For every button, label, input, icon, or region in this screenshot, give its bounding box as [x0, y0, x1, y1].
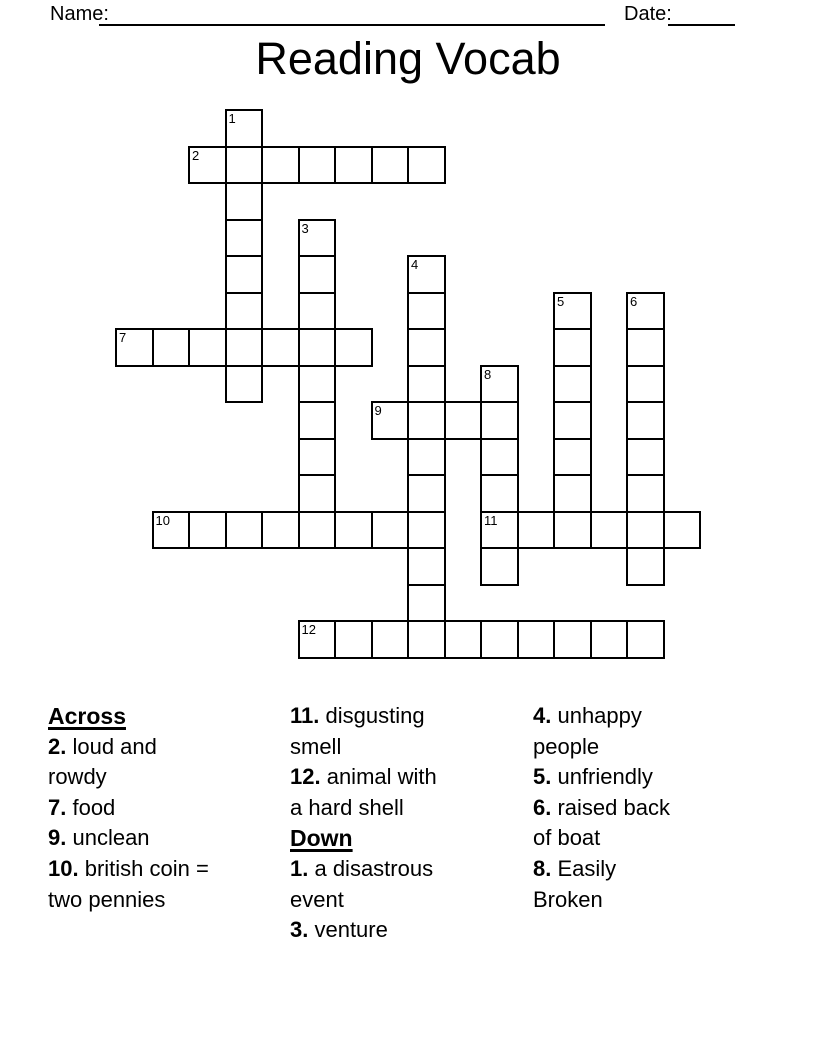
grid-cell-r7c12[interactable]: [553, 365, 592, 404]
grid-cell-r11c15[interactable]: [663, 511, 702, 550]
grid-cell-r14c9[interactable]: [444, 620, 483, 659]
grid-cell-r14c6[interactable]: [334, 620, 373, 659]
grid-cell-r11c13[interactable]: [590, 511, 629, 550]
clue-number-3: 3.: [290, 917, 309, 943]
grid-cell-r7c10[interactable]: [480, 365, 519, 404]
grid-cell-r7c8[interactable]: [407, 365, 446, 404]
clue-number-4: 4.: [533, 703, 552, 728]
clue-across-7: 7. food: [48, 794, 116, 820]
grid-cell-r4c3[interactable]: [225, 255, 264, 294]
cell-number-10: 10: [155, 512, 170, 528]
clue-down-1-line2: event: [290, 886, 344, 912]
grid-cell-r14c8[interactable]: [407, 620, 446, 659]
clue-column-1: [48, 701, 286, 915]
clue-down-8-line2: Broken: [533, 886, 603, 912]
grid-cell-r11c10[interactable]: [480, 511, 519, 550]
clue-down-4: 4. unhappy: [533, 703, 642, 728]
grid-cell-r8c8[interactable]: [407, 401, 446, 440]
grid-cell-r7c5[interactable]: [298, 365, 337, 404]
grid-cell-r8c5[interactable]: [298, 401, 337, 440]
date-label: Date:: [624, 3, 672, 25]
grid-cell-r6c4[interactable]: [261, 328, 300, 367]
cell-number-7: 7: [119, 330, 127, 345]
grid-cell-r10c14[interactable]: [626, 474, 665, 513]
cell-number-2: 2: [192, 147, 200, 163]
clue-number-5: 5.: [533, 764, 552, 790]
grid-cell-r14c10[interactable]: [480, 620, 519, 659]
clue-across-12-line2: a hard shell: [290, 794, 404, 820]
grid-cell-r1c7[interactable]: [371, 146, 410, 185]
grid-cell-r1c4[interactable]: [261, 146, 300, 185]
grid-cell-r8c7[interactable]: [371, 401, 410, 440]
grid-cell-r4c5[interactable]: [298, 255, 337, 294]
clue-number-8: 8.: [533, 855, 552, 881]
clue-across-11: 11. disgusting: [290, 703, 425, 728]
grid-cell-r8c9[interactable]: [444, 401, 483, 440]
grid-cell-r6c3[interactable]: [225, 328, 264, 367]
grid-cell-r1c3[interactable]: [225, 146, 264, 185]
grid-cell-r6c0[interactable]: [115, 328, 154, 367]
grid-cell-r14c12[interactable]: [553, 620, 592, 659]
clue-down-4-line2: people: [533, 733, 600, 759]
clue-across-12: 12. animal with: [290, 764, 437, 790]
clue-number-1: 1.: [290, 855, 309, 881]
grid-cell-r6c6[interactable]: [334, 328, 373, 367]
grid-cell-r11c11[interactable]: [517, 511, 556, 550]
grid-cell-r6c2[interactable]: [188, 328, 227, 367]
name-label: Name:: [50, 3, 109, 25]
grid-cell-r10c5[interactable]: [298, 474, 337, 513]
grid-cell-r0c3[interactable]: [225, 109, 264, 148]
grid-cell-r9c12[interactable]: [553, 438, 592, 477]
grid-cell-r9c14[interactable]: [626, 438, 665, 477]
clue-number-10: 10.: [48, 855, 79, 881]
grid-cell-r11c4[interactable]: [261, 511, 300, 550]
grid-cell-r1c2[interactable]: [188, 146, 227, 185]
grid-cell-r14c11[interactable]: [517, 620, 556, 659]
clue-number-9: 9.: [48, 825, 67, 851]
grid-cell-r2c3[interactable]: [225, 182, 264, 221]
grid-cell-r11c1[interactable]: [152, 511, 191, 550]
name-blank-line[interactable]: [99, 24, 605, 26]
grid-cell-r5c5[interactable]: [298, 292, 337, 331]
clue-across-10: 10. british coin =: [48, 855, 209, 881]
grid-cell-r5c8[interactable]: [407, 292, 446, 331]
grid-cell-r6c14[interactable]: [626, 328, 665, 367]
grid-cell-r14c14[interactable]: [626, 620, 665, 659]
grid-cell-r6c8[interactable]: [407, 328, 446, 367]
grid-cell-r11c12[interactable]: [553, 511, 592, 550]
grid-cell-r7c14[interactable]: [626, 365, 665, 404]
grid-cell-r3c5[interactable]: [298, 219, 337, 258]
grid-cell-r5c3[interactable]: [225, 292, 264, 331]
cell-number-12: 12: [301, 622, 316, 637]
date-blank-line[interactable]: [668, 24, 735, 26]
grid-cell-r7c3[interactable]: [225, 365, 264, 404]
clue-down-5: 5. unfriendly: [533, 764, 653, 790]
grid-cell-r9c10[interactable]: [480, 438, 519, 477]
grid-cell-r1c5[interactable]: [298, 146, 337, 185]
clues-heading-across: Across: [48, 703, 126, 729]
grid-cell-r5c14[interactable]: [626, 292, 665, 331]
grid-cell-r11c8[interactable]: [407, 511, 446, 550]
grid-cell-r6c5[interactable]: [298, 328, 337, 367]
grid-cell-r6c1[interactable]: [152, 328, 191, 367]
grid-cell-r9c8[interactable]: [407, 438, 446, 477]
clue-down-1: 1. a disastrous: [290, 855, 434, 881]
grid-cell-r10c8[interactable]: [407, 474, 446, 513]
grid-cell-r8c14[interactable]: [626, 401, 665, 440]
clue-down-6: 6. raised back: [533, 794, 670, 820]
clue-number-7: 7.: [48, 794, 67, 820]
grid-cell-r8c10[interactable]: [480, 401, 519, 440]
clue-across-2: 2. loud and: [48, 733, 157, 759]
clue-across-2-line2: rowdy: [48, 764, 107, 790]
grid-cell-r9c5[interactable]: [298, 438, 337, 477]
clue-down-6-line2: of boat: [533, 825, 601, 851]
clue-across-9: 9. unclean: [48, 825, 150, 851]
clue-down-3: 3. venture: [290, 917, 388, 943]
cell-number-5: 5: [557, 293, 565, 309]
cell-number-8: 8: [484, 366, 492, 382]
grid-cell-r8c12[interactable]: [553, 401, 592, 440]
grid-cell-r11c5[interactable]: [298, 511, 337, 550]
clue-across-10-line2: two pennies: [48, 886, 166, 912]
grid-cell-r4c8[interactable]: [407, 255, 446, 294]
grid-cell-r14c7[interactable]: [371, 620, 410, 659]
grid-cell-r10c12[interactable]: [553, 474, 592, 513]
clues-heading-down: Down: [290, 825, 353, 852]
grid-cell-r10c10[interactable]: [480, 474, 519, 513]
clue-down-8: 8. Easily: [533, 855, 617, 881]
cell-number-3: 3: [301, 220, 309, 236]
grid-cell-r13c8[interactable]: [407, 584, 446, 623]
clue-number-6: 6.: [533, 794, 552, 820]
clue-number-11: 11.: [290, 703, 320, 728]
grid-cell-r11c6[interactable]: [334, 511, 373, 550]
grid-cell-r11c14[interactable]: [626, 511, 665, 550]
grid-cell-r1c6[interactable]: [334, 146, 373, 185]
grid-cell-r3c3[interactable]: [225, 219, 264, 258]
page-title: Reading Vocab: [255, 33, 561, 84]
grid-cell-r5c12[interactable]: [553, 292, 592, 331]
cell-number-1: 1: [228, 111, 236, 126]
cell-number-4: 4: [411, 257, 419, 272]
clue-number-2: 2.: [48, 733, 67, 759]
grid-cell-r12c10[interactable]: [480, 547, 519, 586]
cell-number-11: 11: [484, 512, 498, 528]
grid-cell-r6c12[interactable]: [553, 328, 592, 367]
grid-cell-r14c5[interactable]: [298, 620, 337, 659]
cell-number-9: 9: [374, 403, 382, 418]
clue-across-11-line2: smell: [290, 733, 342, 759]
grid-cell-r11c3[interactable]: [225, 511, 264, 550]
grid-cell-r14c13[interactable]: [590, 620, 629, 659]
grid-cell-r12c14[interactable]: [626, 547, 665, 586]
clue-column-3: [533, 701, 771, 915]
cell-number-6: 6: [630, 293, 638, 309]
grid-cell-r11c7[interactable]: [371, 511, 410, 550]
grid-cell-r1c8[interactable]: [407, 146, 446, 185]
grid-cell-r12c8[interactable]: [407, 547, 446, 586]
clue-number-12: 12.: [290, 764, 321, 790]
clue-column-2: [290, 701, 528, 946]
grid-cell-r11c2[interactable]: [188, 511, 227, 550]
